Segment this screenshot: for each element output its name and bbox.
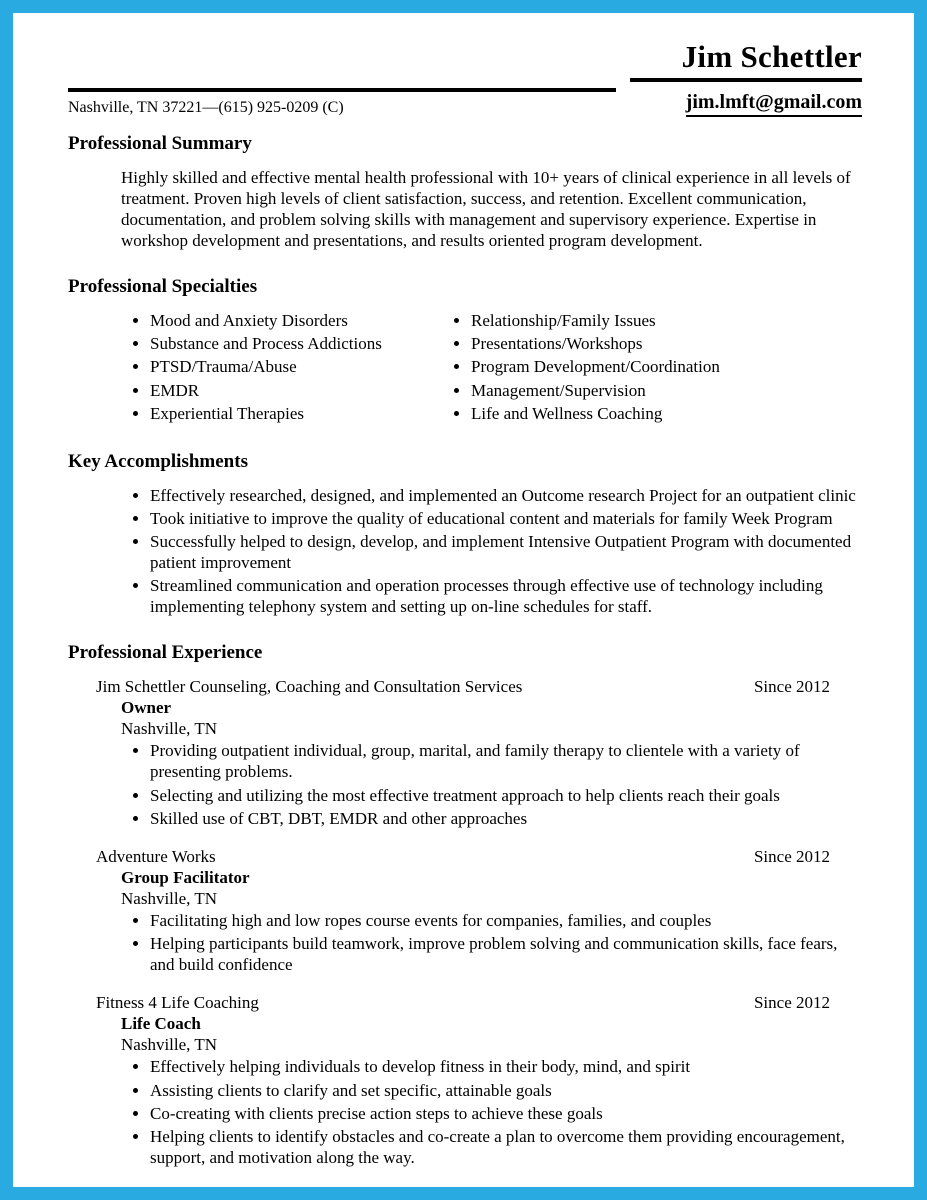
- accomplishment-item: • Successfully helped to design, develop, and implement Intensive Outpatient Program with documented patient improvement: [150, 531, 862, 573]
- job-bullet: • Effectively helping individuals to develop fitness in their body, mind, and spirit: [150, 1056, 862, 1077]
- accomplishments-heading: Key Accomplishments: [68, 450, 248, 472]
- contact-line: Nashville, TN 37221—(615) 925-0209 (C): [68, 99, 344, 116]
- specialty-item: • EMDR: [150, 380, 450, 401]
- header-name-block: [630, 39, 862, 117]
- job-since: Since 2012: [753, 993, 830, 1013]
- candidate-name: Jim Schettler: [630, 39, 862, 82]
- experience-heading: Professional Experience: [68, 642, 263, 664]
- job-bullet: • Co-creating with clients precise action steps to achieve these goals: [150, 1103, 862, 1124]
- job-header: [96, 676, 862, 697]
- job-entry: [68, 676, 862, 829]
- job-bullet-list: [150, 740, 862, 828]
- section-key-accomplishments: [68, 451, 862, 617]
- accomplishments-list: [150, 485, 862, 617]
- specialties-heading: Professional Specialties: [68, 276, 258, 298]
- specialty-item: • PTSD/Trauma/Abuse: [150, 356, 450, 377]
- specialty-item: • Program Development/Coordination: [471, 356, 862, 377]
- summary-heading: Professional Summary: [68, 133, 252, 154]
- job-bullet: • Helping clients to identify obstacles and co-create a plan to overcome them providing encouragement, support, and motivation along the way.: [150, 1126, 862, 1168]
- specialty-item: • Mood and Anxiety Disorders: [150, 310, 450, 331]
- section-professional-specialties: [68, 276, 862, 425]
- job-company: Adventure Works: [96, 846, 216, 866]
- resume-page: [13, 13, 914, 1187]
- job-location: Nashville, TN: [121, 719, 218, 739]
- summary-paragraph: Highly skilled and effective mental health professional with 10+ years of clinical experience in all levels of treatment. Proven high levels of client satisfaction, success, and retention. Excellent communication, documentation, and problem solving skills with management and supervisory experience. Expertise in workshop development and presentations, and results oriented program development.: [121, 168, 851, 251]
- job-role: Group Facilitator: [121, 867, 250, 887]
- job-role: Owner: [121, 698, 172, 718]
- specialty-item: • Presentations/Workshops: [471, 333, 862, 354]
- specialty-item: • Relationship/Family Issues: [471, 310, 862, 331]
- job-bullet: • Helping participants build teamwork, improve problem solving and communication skills, face fears, and build confidence: [150, 933, 862, 975]
- specialties-left-column: [68, 310, 450, 425]
- email-row: [630, 91, 862, 117]
- specialty-item: • Management/Supervision: [471, 380, 862, 401]
- job-location: Nashville, TN: [121, 888, 218, 908]
- job-entry: [68, 846, 862, 975]
- job-bullet: • Selecting and utilizing the most effective treatment approach to help clients reach their goals: [150, 785, 862, 806]
- job-company: Jim Schettler Counseling, Coaching and Consultation Services: [96, 677, 523, 697]
- header-contact-block: [68, 88, 616, 117]
- job-since: Since 2012: [753, 677, 830, 697]
- specialties-right-list: [471, 310, 862, 423]
- header: [68, 39, 862, 117]
- job-header: [96, 992, 862, 1013]
- job-bullet: • Assisting clients to clarify and set specific, attainable goals: [150, 1080, 862, 1101]
- job-bullet: • Skilled use of CBT, DBT, EMDR and other approaches: [150, 808, 862, 829]
- job-bullet: • Providing outpatient individual, group, marital, and family therapy to clientele with a variety of presenting problems.: [150, 740, 862, 782]
- job-role: Life Coach: [121, 1014, 201, 1034]
- job-entry: [68, 992, 862, 1168]
- job-location: Nashville, TN: [121, 1035, 218, 1055]
- specialties-right-column: [450, 310, 862, 425]
- accomplishment-item: • Streamlined communication and operation processes through effective use of technology including implementing telephony system and setting up on-line schedules for staff.: [150, 575, 862, 617]
- specialties-left-list: [150, 310, 450, 423]
- specialty-item: • Life and Wellness Coaching: [471, 403, 862, 424]
- accomplishment-item: • Effectively researched, designed, and implemented an Outcome research Project for an outpatient clinic: [150, 485, 862, 506]
- job-since: Since 2012: [753, 846, 830, 866]
- specialties-columns: [68, 310, 862, 425]
- job-bullet-list: [150, 910, 862, 975]
- section-professional-experience: [68, 642, 862, 1168]
- job-bullet: • Facilitating high and low ropes course events for companies, families, and couples: [150, 910, 862, 931]
- job-company: Fitness 4 Life Coaching: [96, 993, 259, 1013]
- accomplishment-item: • Took initiative to improve the quality of educational content and materials for family Week Program: [150, 508, 862, 529]
- specialty-item: • Substance and Process Addictions: [150, 333, 450, 354]
- job-header: [96, 846, 862, 867]
- specialty-item: • Experiential Therapies: [150, 403, 450, 424]
- section-professional-summary: [68, 133, 862, 251]
- job-bullet-list: [150, 1056, 862, 1167]
- email-address: jim.lmft@gmail.com: [686, 91, 862, 117]
